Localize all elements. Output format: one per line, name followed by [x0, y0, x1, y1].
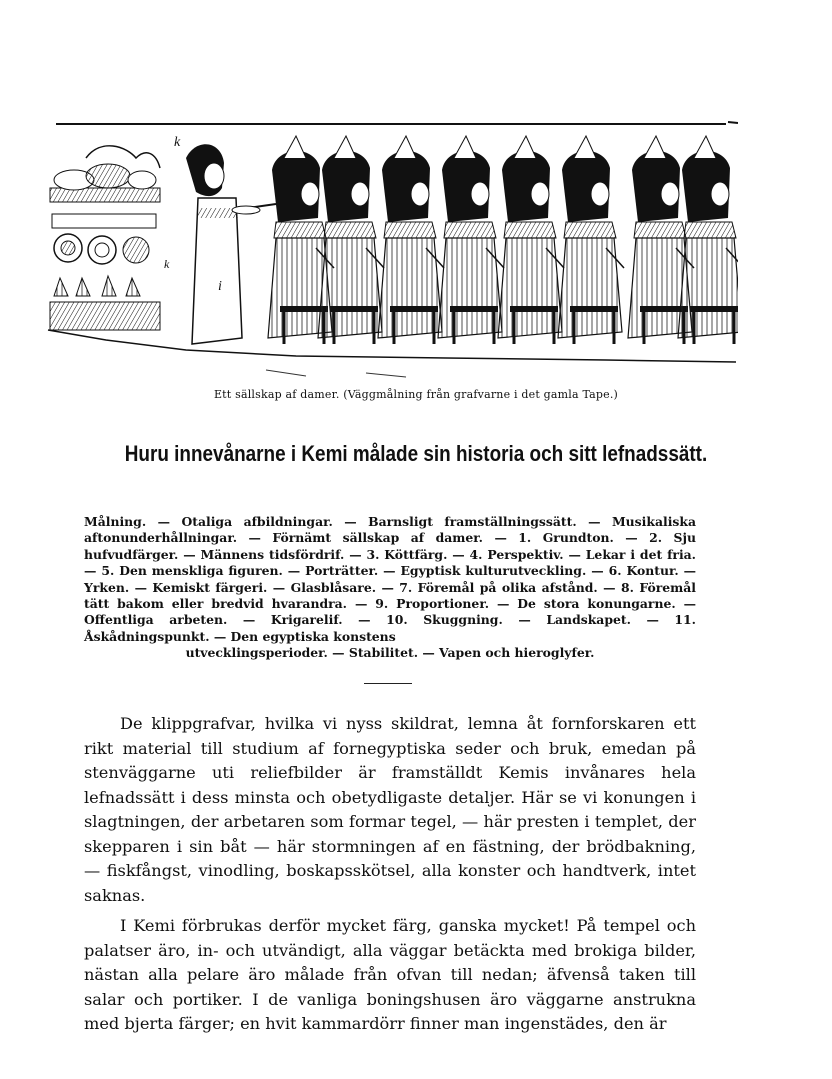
seated-lady-figure — [438, 136, 504, 344]
figure-letter-2: i — [218, 279, 222, 294]
summary-text: Målning. — Otaliga afbildningar. — Barnsligt framställningssätt. — Musikaliska aftonunderhållningar. — Förnämt sällskap af damer. — 1. Grundton. — 2. Sju hufvudfärger. — Männens tidsfördrif. — 3. Köttfärg. — 4. Perspektiv. — Lekar i det fria. — 5. Den menskliga figuren. — Porträtter. — Egyptisk kulturutveckling. — 6. Kontur. — Yrken. — Kemiskt färgeri. — Glasblåsare. — 7. Föremål på olika afstånd. — 8. Föremål tätt bakom eller bredvid hvarandra. — 9. Proportioner. — De stora konungarne. — Offentliga arbeten. — Krigarelif. — 10. Skuggning. — Landskapet. — 11. Åskådningspunkt. — Den egyptiska konstens — [84, 514, 696, 644]
figure-caption: Ett sällskap af damer. (Väggmålning från grafvarne i det gamla Tape.) — [213, 388, 619, 401]
chapter-summary — [84, 514, 696, 662]
figure-letter-1: k — [174, 135, 181, 150]
seated-lady-figure — [498, 136, 564, 344]
wall-painting-illustration — [46, 118, 738, 380]
seated-lady-figure — [558, 136, 624, 344]
serving-girl — [186, 144, 276, 344]
seated-lady-figure — [318, 136, 384, 344]
body-text — [84, 712, 696, 1037]
body-paragraph: I Kemi förbrukas derför mycket färg, ganska mycket! På tempel och palatser äro, in- och utvändigt, alla väggar betäckta med brokiga bilder, nästan alla pelare äro målade från ofvan till nedan; äfvenså taken till salar och portiker. I de vanliga boningshusen äro väggarne anstrukna med bjerta färger; en hvit kammardörr finner man ingenstädes, den är — [84, 916, 696, 1033]
body-paragraph: De klippgrafvar, hvilka vi nyss skildrat, lemna åt fornforskaren ett rikt material till studium af fornegyptiska seder och bruk, emedan på stenväggarne uti reliefbilder är framställdt Kemis invånares hela lefnadssätt i dess minsta och obetydligaste detaljer. Här se vi konungen i slagtningen, der arbetaren som formar tegel, — här presten i templet, der skepparen i sin båt — här stormningen af en fästning, der brödbakning, — fiskfångst, vinodling, boskapsskötsel, alla konster och handtverk, intet saknas. — [84, 714, 696, 905]
seated-lady-figure — [678, 136, 738, 344]
offering-table — [50, 146, 160, 330]
summary-last-line: utvecklingsperioder. — Stabilitet. — Vapen och hieroglyfer. — [185, 645, 595, 661]
chapter-title: Huru innevånarne i Kemi målade sin historia och sitt lefnadssätt. — [124, 441, 708, 466]
figure-letter-3: k — [164, 257, 170, 271]
section-divider — [364, 683, 412, 684]
wall-painting-figure — [46, 118, 738, 380]
seated-lady-figure — [378, 136, 444, 344]
